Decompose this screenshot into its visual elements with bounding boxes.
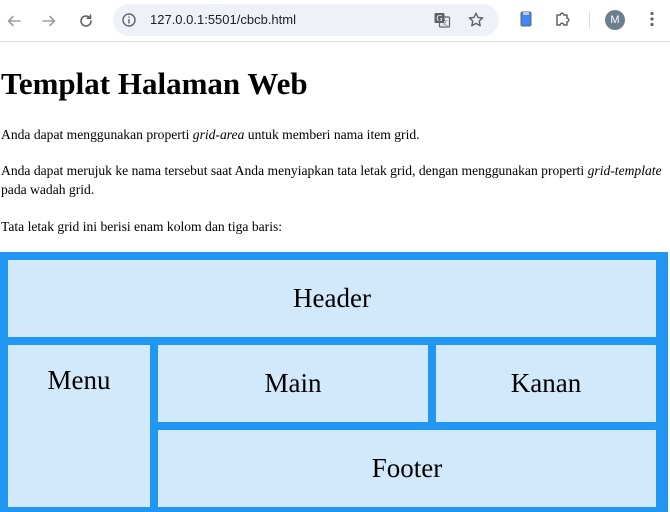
reload-icon: [78, 13, 94, 29]
para1-text-after: untuk memberi nama item grid.: [244, 127, 420, 142]
back-button[interactable]: [1, 8, 27, 34]
phone-icon: [516, 9, 536, 29]
extensions-menu-button[interactable]: [553, 9, 573, 29]
svg-text:G: G: [436, 14, 443, 23]
para1-emphasis: grid-area: [192, 127, 245, 142]
info-icon[interactable]: [121, 12, 137, 28]
page-title: Templat Halaman Web: [1, 66, 308, 101]
browser-toolbar: [0, 0, 670, 42]
translate-icon: [433, 11, 451, 29]
url-text[interactable]: 127.0.0.1:5501/cbcb.html: [150, 12, 296, 27]
profile-avatar[interactable]: M: [605, 10, 625, 30]
bookmark-button[interactable]: [467, 11, 485, 29]
grid-item-footer: Footer: [158, 430, 656, 507]
para2-text-after: pada wadah grid.: [1, 182, 95, 197]
toolbar-divider: [589, 11, 590, 29]
paragraph-grid-template: [1, 161, 666, 199]
translate-button[interactable]: [433, 11, 451, 29]
arrow-right-icon: [41, 13, 57, 29]
extension-button[interactable]: [516, 9, 536, 29]
arrow-left-icon: [6, 13, 22, 29]
grid-container: [0, 252, 668, 512]
star-icon: [467, 11, 485, 29]
paragraph-grid-area: [1, 125, 666, 144]
reload-button[interactable]: [73, 8, 99, 34]
grid-item-kanan: Kanan: [436, 345, 656, 422]
paragraph-grid-description: Tata letak grid ini berisi enam kolom dan tiga baris:: [1, 219, 283, 234]
grid-item-header: Header: [8, 260, 656, 337]
para1-text-before: Anda dapat menggunakan properti: [1, 127, 193, 142]
grid-item-main: Main: [158, 345, 428, 422]
forward-button[interactable]: [36, 8, 62, 34]
grid-item-menu: Menu: [8, 345, 150, 507]
puzzle-icon: [553, 9, 573, 29]
kebab-menu-icon: [642, 9, 662, 29]
browser-menu-button[interactable]: [642, 9, 662, 29]
para2-emphasis: grid-template: [587, 163, 662, 178]
para2-text-before: Anda dapat merujuk ke nama tersebut saat Anda menyiapkan tata letak grid, dengan menggunakan properti: [1, 163, 588, 178]
svg-text:文: 文: [441, 19, 448, 28]
address-bar[interactable]: [113, 4, 499, 36]
